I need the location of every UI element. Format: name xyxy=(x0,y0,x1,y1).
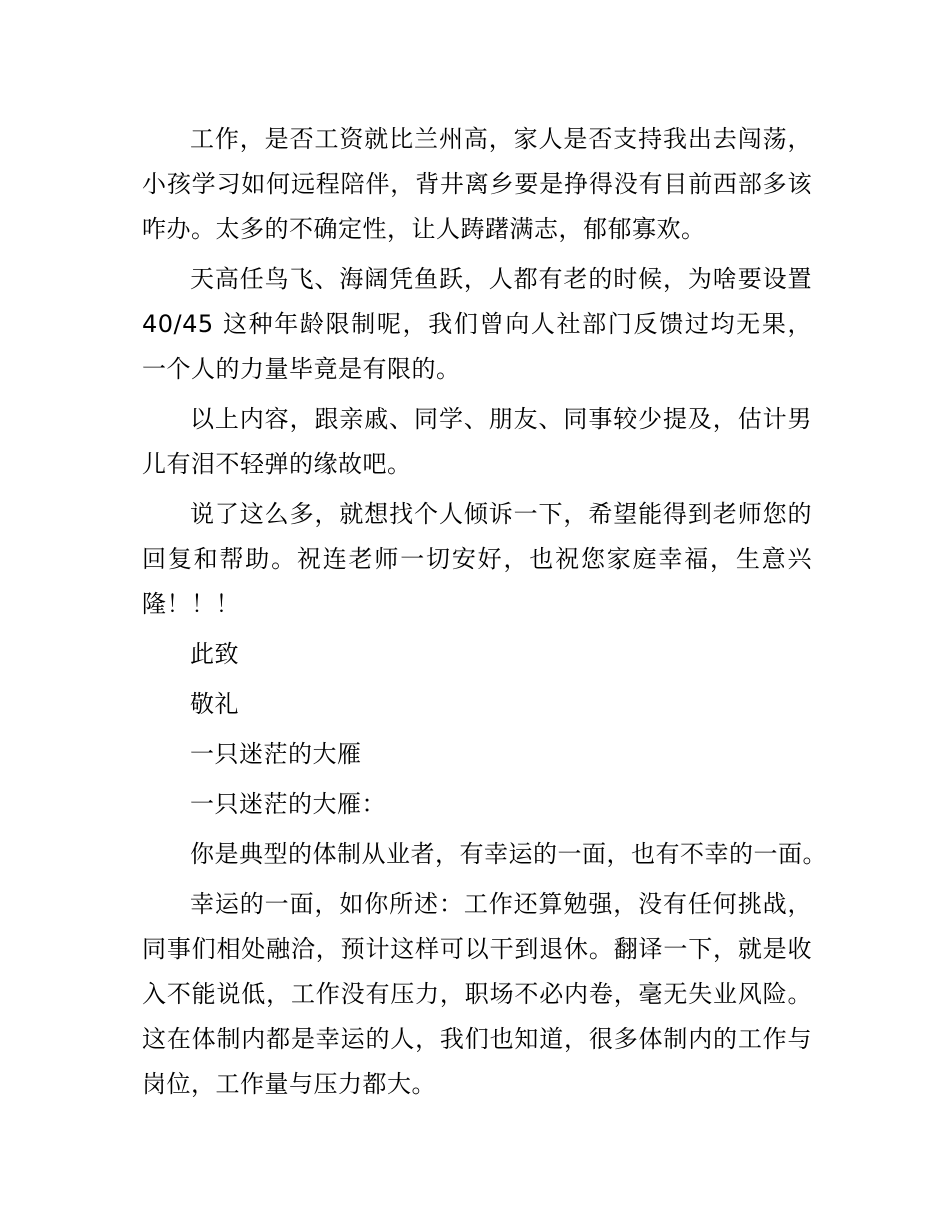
paragraph xyxy=(142,682,812,727)
text-line: 隆！！！ xyxy=(142,590,240,618)
text-line: 天高任鸟飞、海阔凭鱼跃，人都有老的时候，为啥要设置 xyxy=(190,265,812,293)
text-line: 敬礼 xyxy=(190,690,239,718)
text-line: 你是典型的体制从业者，有幸运的一面，也有不幸的一面。 xyxy=(190,840,827,868)
paragraph xyxy=(142,632,812,677)
document-page xyxy=(142,117,827,1112)
paragraph xyxy=(142,882,812,1107)
text-line: 小孩学习如何远程陪伴，背井离乡要是挣得没有目前西部多该 xyxy=(142,170,812,198)
paragraph xyxy=(142,832,827,877)
text-line: 工作，是否工资就比兰州高，家人是否支持我出去闯荡， xyxy=(190,125,812,153)
paragraph xyxy=(142,397,812,487)
text-line: 回复和帮助。祝连老师一切安好，也祝您家庭幸福，生意兴 xyxy=(142,545,812,573)
paragraph xyxy=(142,492,812,627)
text-line: 同事们相处融洽，预计这样可以干到退休。翻译一下，就是收 xyxy=(142,935,812,963)
text-line: 咋办。太多的不确定性，让人踌躇满志，郁郁寡欢。 xyxy=(142,215,706,243)
text-line: 40/45 这种年龄限制呢，我们曾向人社部门反馈过均无果， xyxy=(142,310,812,338)
text-line: 此致 xyxy=(190,640,239,668)
text-line: 一只迷茫的大雁 xyxy=(190,740,362,768)
text-line: 说了这么多，就想找个人倾诉一下，希望能得到老师您的 xyxy=(190,500,812,528)
text-line: 一个人的力量毕竟是有限的。 xyxy=(142,355,461,383)
text-line: 儿有泪不轻弹的缘故吧。 xyxy=(142,450,412,478)
paragraph xyxy=(142,257,812,392)
paragraph xyxy=(142,782,812,827)
text-line: 入不能说低，工作没有压力，职场不必内卷，毫无失业风险。 xyxy=(142,980,812,1008)
text-line: 以上内容，跟亲戚、同学、朋友、同事较少提及，估计男 xyxy=(190,405,812,433)
text-line: 一只迷茫的大雁： xyxy=(190,790,386,818)
paragraph xyxy=(142,732,812,777)
paragraph xyxy=(142,117,812,252)
text-line: 幸运的一面，如你所述：工作还算勉强，没有任何挑战， xyxy=(190,890,812,918)
text-line: 岗位，工作量与压力都大。 xyxy=(142,1070,436,1098)
text-line: 这在体制内都是幸运的人，我们也知道，很多体制内的工作与 xyxy=(142,1025,812,1053)
